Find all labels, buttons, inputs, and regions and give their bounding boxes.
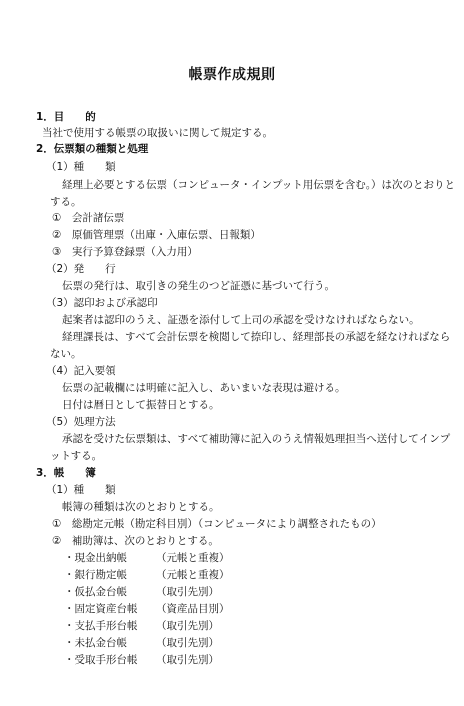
ledger-name: ・未払金台帳 bbox=[64, 637, 127, 649]
subsidiary-ledger-row bbox=[64, 552, 230, 565]
ledger-name: ・固定資産台帳 bbox=[64, 603, 138, 615]
subsidiary-ledger-row bbox=[64, 654, 219, 667]
section-3-1-body: 帳簿の種類は次のとおりとする。 bbox=[62, 501, 220, 513]
section-2-1-body-line1: 経理上必要とする伝票（コンピュータ・インプット用伝票を含む。）は次のとおりと bbox=[62, 179, 456, 191]
ledger-note: （取引先別） bbox=[156, 620, 219, 632]
ledger-name: ・現金出納帳 bbox=[64, 552, 127, 564]
document-title: 帳票作成規則 bbox=[188, 67, 276, 83]
section-2-4-body-line1: 伝票の記載欄には明確に記入し、あいまいな表現は避ける。 bbox=[62, 382, 346, 394]
section-2-5-body-line2: ットする。 bbox=[50, 450, 103, 462]
section-2-1-body-line2: する。 bbox=[50, 196, 82, 208]
section-2-5-heading: （5）処理方法 bbox=[46, 416, 116, 428]
ledger-note: （資産品目別） bbox=[156, 603, 230, 615]
section-2-4-body-line2: 日付は暦日として振替日とする。 bbox=[62, 399, 220, 411]
subsidiary-ledger-row bbox=[64, 586, 219, 599]
ledger-note: （取引先別） bbox=[156, 586, 219, 598]
section-2-2-heading: （2）発 行 bbox=[46, 263, 116, 275]
section-2-3-heading: （3）認印および承認印 bbox=[46, 297, 158, 309]
section-2-heading: 2．伝票類の種類と処理 bbox=[36, 143, 149, 155]
section-1-body: 当社で使用する帳票の取扱いに関して規定する。 bbox=[42, 127, 273, 139]
ledger-item-general: ① 総勘定元帳（勘定科目別）（コンピュータにより調整されたもの） bbox=[52, 518, 382, 530]
section-2-3-body-line2: 経理課長は、すべて会計伝票を検閲して捺印し、経理部長の承認を経なければなら bbox=[62, 331, 451, 343]
section-2-3-body-line1: 起案者は認印のうえ、証憑を添付して上司の承認を受けなければならない。 bbox=[62, 314, 420, 326]
ledger-name: ・支払手形台帳 bbox=[64, 620, 138, 632]
ledger-item-subsidiary: ② 補助簿は、次のとおりとする。 bbox=[52, 535, 219, 547]
voucher-type-item: ② 原価管理票（出庫・入庫伝票、日報類） bbox=[52, 229, 261, 241]
section-2-1-heading: （1）種 類 bbox=[46, 161, 116, 173]
section-2-5-body-line1: 承認を受けた伝票類は、すべて補助簿に記入のうえ情報処理担当へ送付してインプ bbox=[62, 433, 451, 445]
section-1-heading: 1．目 的 bbox=[36, 111, 96, 123]
subsidiary-ledger-row bbox=[64, 637, 219, 650]
ledger-note: （元帳と重複） bbox=[156, 569, 230, 581]
ledger-note: （取引先別） bbox=[156, 637, 219, 649]
section-2-3-body-line3: ない。 bbox=[50, 348, 82, 360]
subsidiary-ledger-row bbox=[64, 620, 219, 633]
ledger-note: （取引先別） bbox=[156, 654, 219, 666]
ledger-note: （元帳と重複） bbox=[156, 552, 230, 564]
ledger-name: ・銀行勘定帳 bbox=[64, 569, 127, 581]
ledger-name: ・仮払金台帳 bbox=[64, 586, 127, 598]
voucher-type-item: ③ 実行予算登録票（入力用） bbox=[52, 246, 198, 258]
voucher-type-item: ① 会計諸伝票 bbox=[52, 212, 125, 224]
section-2-2-body: 伝票の発行は、取引きの発生のつど証憑に基づいて行う。 bbox=[62, 280, 335, 292]
subsidiary-ledger-row bbox=[64, 603, 230, 616]
section-2-4-heading: （4）記入要領 bbox=[46, 365, 116, 377]
ledger-name: ・受取手形台帳 bbox=[64, 654, 138, 666]
subsidiary-ledger-row bbox=[64, 569, 230, 582]
section-3-heading: 3．帳 簿 bbox=[36, 467, 96, 479]
section-3-1-heading: （1）種 類 bbox=[46, 484, 116, 496]
